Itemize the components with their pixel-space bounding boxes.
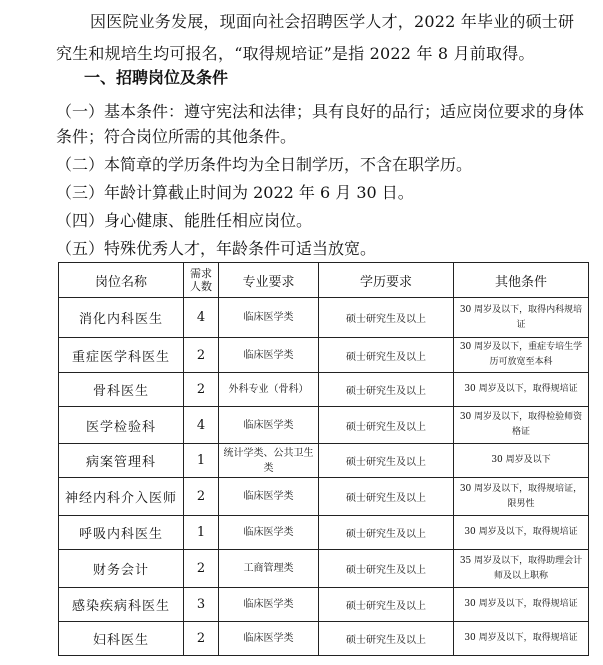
cell-count: 2: [184, 622, 219, 656]
cell-position: 消化内科医生: [59, 298, 184, 338]
cell-education: 硕士研究生及以上: [319, 478, 454, 516]
table-row: [59, 338, 589, 373]
cell-major: 统计学类、公共卫生类: [219, 444, 319, 478]
condition-education: （二）本简章的学历条件均为全日制学历，不含在职学历。: [56, 155, 473, 174]
cell-major: 临床医学类: [219, 478, 319, 516]
cell-count: 1: [184, 444, 219, 478]
table-row: [59, 516, 589, 550]
table-row: [59, 373, 589, 407]
cell-education: 硕士研究生及以上: [319, 550, 454, 588]
cell-other: 30 周岁及以下，重症专培生学历可放宽至本科: [454, 338, 589, 373]
cell-position: 病案管理科: [59, 444, 184, 478]
cell-major: 工商管理类: [219, 550, 319, 588]
cell-count: 2: [184, 550, 219, 588]
cell-count: 2: [184, 373, 219, 407]
cell-education: 硕士研究生及以上: [319, 338, 454, 373]
cell-other: 30 周岁及以下，取得规培证: [454, 588, 589, 622]
cell-education: 硕士研究生及以上: [319, 298, 454, 338]
cell-position: 神经内科介入医师: [59, 478, 184, 516]
header-position: 岗位名称: [59, 263, 184, 298]
cell-major: 临床医学类: [219, 407, 319, 444]
positions-table: [58, 262, 589, 656]
section-title: 一、招聘岗位及条件: [84, 68, 229, 87]
cell-count: 4: [184, 298, 219, 338]
cell-position: 重症医学科医生: [59, 338, 184, 373]
cell-education: 硕士研究生及以上: [319, 407, 454, 444]
cell-position: 骨科医生: [59, 373, 184, 407]
condition-health: （四）身心健康、能胜任相应岗位。: [56, 211, 313, 230]
cell-position: 妇科医生: [59, 622, 184, 656]
cell-position: 财务会计: [59, 550, 184, 588]
cell-other: 30 周岁及以下，取得规培证: [454, 622, 589, 656]
cell-education: 硕士研究生及以上: [319, 373, 454, 407]
cell-count: 4: [184, 407, 219, 444]
table-row: [59, 298, 589, 338]
cell-major: 临床医学类: [219, 622, 319, 656]
cell-major: 外科专业（骨科）: [219, 373, 319, 407]
cell-major: 临床医学类: [219, 338, 319, 373]
cell-count: 2: [184, 338, 219, 373]
table-row: [59, 444, 589, 478]
cell-position: 医学检验科: [59, 407, 184, 444]
cell-other: 30 周岁及以下，取得检验师资格证: [454, 407, 589, 444]
cell-other: 30 周岁及以下，取得规培证: [454, 516, 589, 550]
cell-position: 呼吸内科医生: [59, 516, 184, 550]
cell-education: 硕士研究生及以上: [319, 444, 454, 478]
cell-other: 35 周岁及以下，取得助理会计师及以上职称: [454, 550, 589, 588]
header-education: 学历要求: [319, 263, 454, 298]
table-body: [59, 298, 589, 656]
intro-paragraph: 因医院业务发展，现面向社会招聘医学人才，2022 年毕业的硕士研究生和规培生均可报名，“取得规培证”是指 2022 年 8 月前取得。: [56, 12, 575, 63]
header-count: 需求人数: [184, 263, 219, 298]
table-row: [59, 550, 589, 588]
condition-age-cutoff: （三）年龄计算截止时间为 2022 年 6 月 30 日。: [56, 183, 414, 202]
header-major: 专业要求: [219, 263, 319, 298]
table-row: [59, 588, 589, 622]
header-other: 其他条件: [454, 263, 589, 298]
table-row: [59, 407, 589, 444]
cell-other: 30 周岁及以下，取得规培证: [454, 373, 589, 407]
cell-other: 30 周岁及以下，取得规培证，限男性: [454, 478, 589, 516]
cell-other: 30 周岁及以下，取得内科规培证: [454, 298, 589, 338]
cell-count: 3: [184, 588, 219, 622]
cell-education: 硕士研究生及以上: [319, 622, 454, 656]
cell-major: 临床医学类: [219, 298, 319, 338]
cell-position: 感染疾病科医生: [59, 588, 184, 622]
table-row: [59, 622, 589, 656]
condition-basic: （一）基本条件：遵守宪法和法律；具有良好的品行；适应岗位要求的身体条件；符合岗位所需的其他条件。: [56, 102, 585, 146]
table-row: [59, 478, 589, 516]
cell-education: 硕士研究生及以上: [319, 588, 454, 622]
cell-count: 1: [184, 516, 219, 550]
cell-count: 2: [184, 478, 219, 516]
cell-major: 临床医学类: [219, 588, 319, 622]
cell-major: 临床医学类: [219, 516, 319, 550]
cell-other: 30 周岁及以下: [454, 444, 589, 478]
table-header-row: [59, 263, 589, 298]
cell-education: 硕士研究生及以上: [319, 516, 454, 550]
condition-special-talent: （五）特殊优秀人才，年龄条件可适当放宽。: [56, 239, 377, 258]
